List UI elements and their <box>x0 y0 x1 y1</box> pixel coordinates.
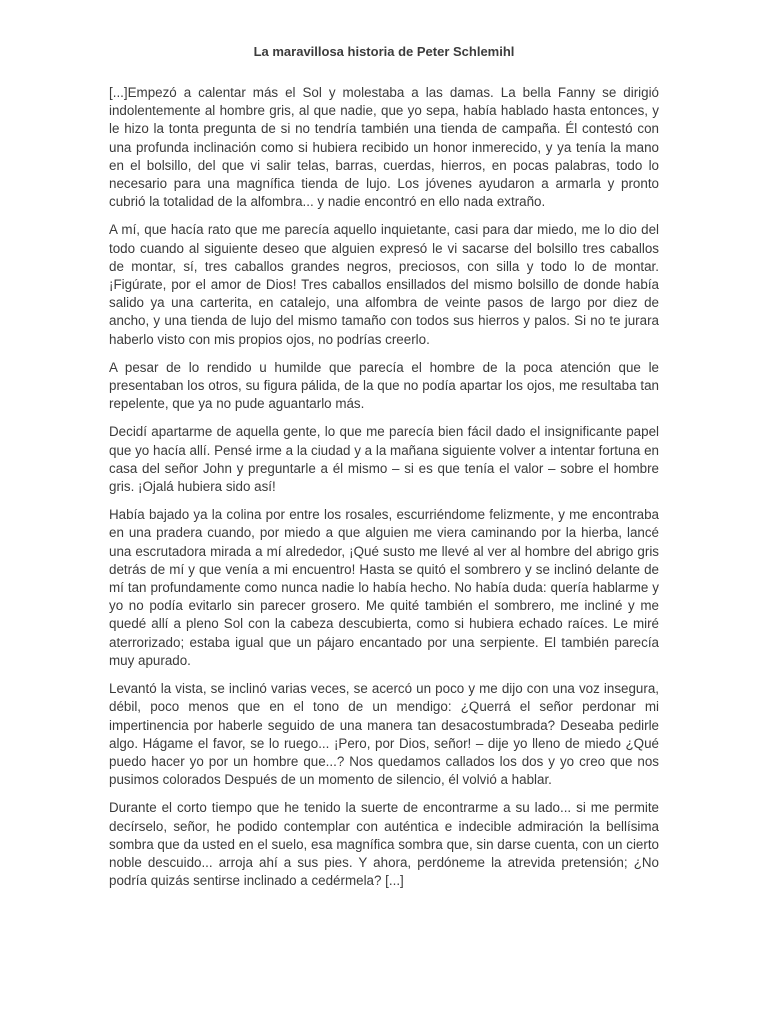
paragraph-3: A pesar de lo rendido u humilde que parecía el hombre de la poca atención que le presentaban los otros, su figura pálida, de la que no podía apartar los ojos, me resultaba tan repelente, que ya no pude aguantarlo más. <box>109 359 659 412</box>
paragraph-4: Decidí apartarme de aquella gente, lo que me parecía bien fácil dado el insignificante papel que yo hacía allí. Pensé irme a la ciudad y a la mañana siguiente volver a intentar fortuna en casa del señor John y preguntarle a él mismo – si es que tenía el valor – sobre el hombre gris. ¡Ojalá hubiera sido así! <box>109 424 659 495</box>
paragraph-7: Durante el corto tiempo que he tenido la suerte de encontrarme a su lado... si me permite decírselo, señor, he podido contemplar con auténtica e indecible admiración la bellísima sombra que da usted en el suelo, esa magnífica sombra que, sin darse cuenta, con un cierto noble descuido... arroja ahí a sus pies. Y ahora, perdóneme la atrevida pretensión; ¿No podría quizás sentirse inclinado a cedérmela? [...] <box>109 800 659 889</box>
paragraph-5: Había bajado ya la colina por entre los rosales, escurriéndome felizmente, y me encontraba en una pradera cuando, por miedo a que alguien me viera caminando por la hierba, lancé una escrutadora mirada a mí alrededor, ¡Qué susto me llevé al ver al hombre del abrigo gris detrás de mí y que venía a mi encuentro! Hasta se quitó el sombrero y se inclinó delante de mí tan profundamente como nunca nadie lo había hecho. No había duda: quería hablarme y yo no podía evitarlo sin parecer grosero. Me quité también el sombrero, me incliné y me quedé allí a pleno Sol con la cabeza descubierta, como si hubiera echado raíces. Le miré aterrorizado; estaba igual que un pájaro encantado por una serpiente. El también parecía muy apurado. <box>109 507 659 668</box>
document-title: La maravillosa historia de Peter Schlemihl <box>253 44 515 59</box>
paragraph-2: A mí, que hacía rato que me parecía aquello inquietante, casi para dar miedo, me lo dio del todo cuando al siguiente deseo que alguien expresó le vi sacarse del bolsillo tres caballos de montar, sí, tres caballos grandes negros, preciosos, con silla y todo lo de montar. ¡Figúrate, por el amor de Dios! Tres caballos ensillados del mismo bolsillo de donde había salido ya una carterita, en catalejo, una alfombra de veinte pasos de largo por diez de ancho, y una tienda de lujo del mismo tamaño con todos sus hierros y palos. Si no te jurara haberlo visto con mis propios ojos, no podrías creerlo. <box>109 222 659 347</box>
document-body <box>109 84 659 900</box>
paragraph-1: [...]Empezó a calentar más el Sol y molestaba a las damas. La bella Fanny se dirigió indolentemente al hombre gris, al que nadie, que yo sepa, había hablado hasta entonces, y le hizo la tonta pregunta de si no tendría también una tienda de campaña. Él contestó con una profunda inclinación como si hubiera recibido un honor inmerecido, y ya tenía la mano en el bolsillo, del que vi salir telas, barras, cuerdas, hierros, en pocas palabras, todo lo necesario para una magnífica tienda de lujo. Los jóvenes ayudaron a armarla y pronto cubrió la totalidad de la alfombra... y nadie encontró en ello nada extraño. <box>109 85 659 210</box>
paragraph-6: Levantó la vista, se inclinó varias veces, se acercó un poco y me dijo con una voz insegura, débil, poco menos que en el tono de un mendigo: ¿Querrá el señor perdonar mi impertinencia por haberle seguido de una manera tan desacostumbrada? Deseaba pedirle algo. Hágame el favor, se lo ruego... ¡Pero, por Dios, señor! – dije yo lleno de miedo ¿Qué puedo hacer yo por un hombre que...? Nos quedamos callados los dos y yo creo que nos pusimos colorados Después de un momento de silencio, él volvió a hablar. <box>109 681 659 788</box>
